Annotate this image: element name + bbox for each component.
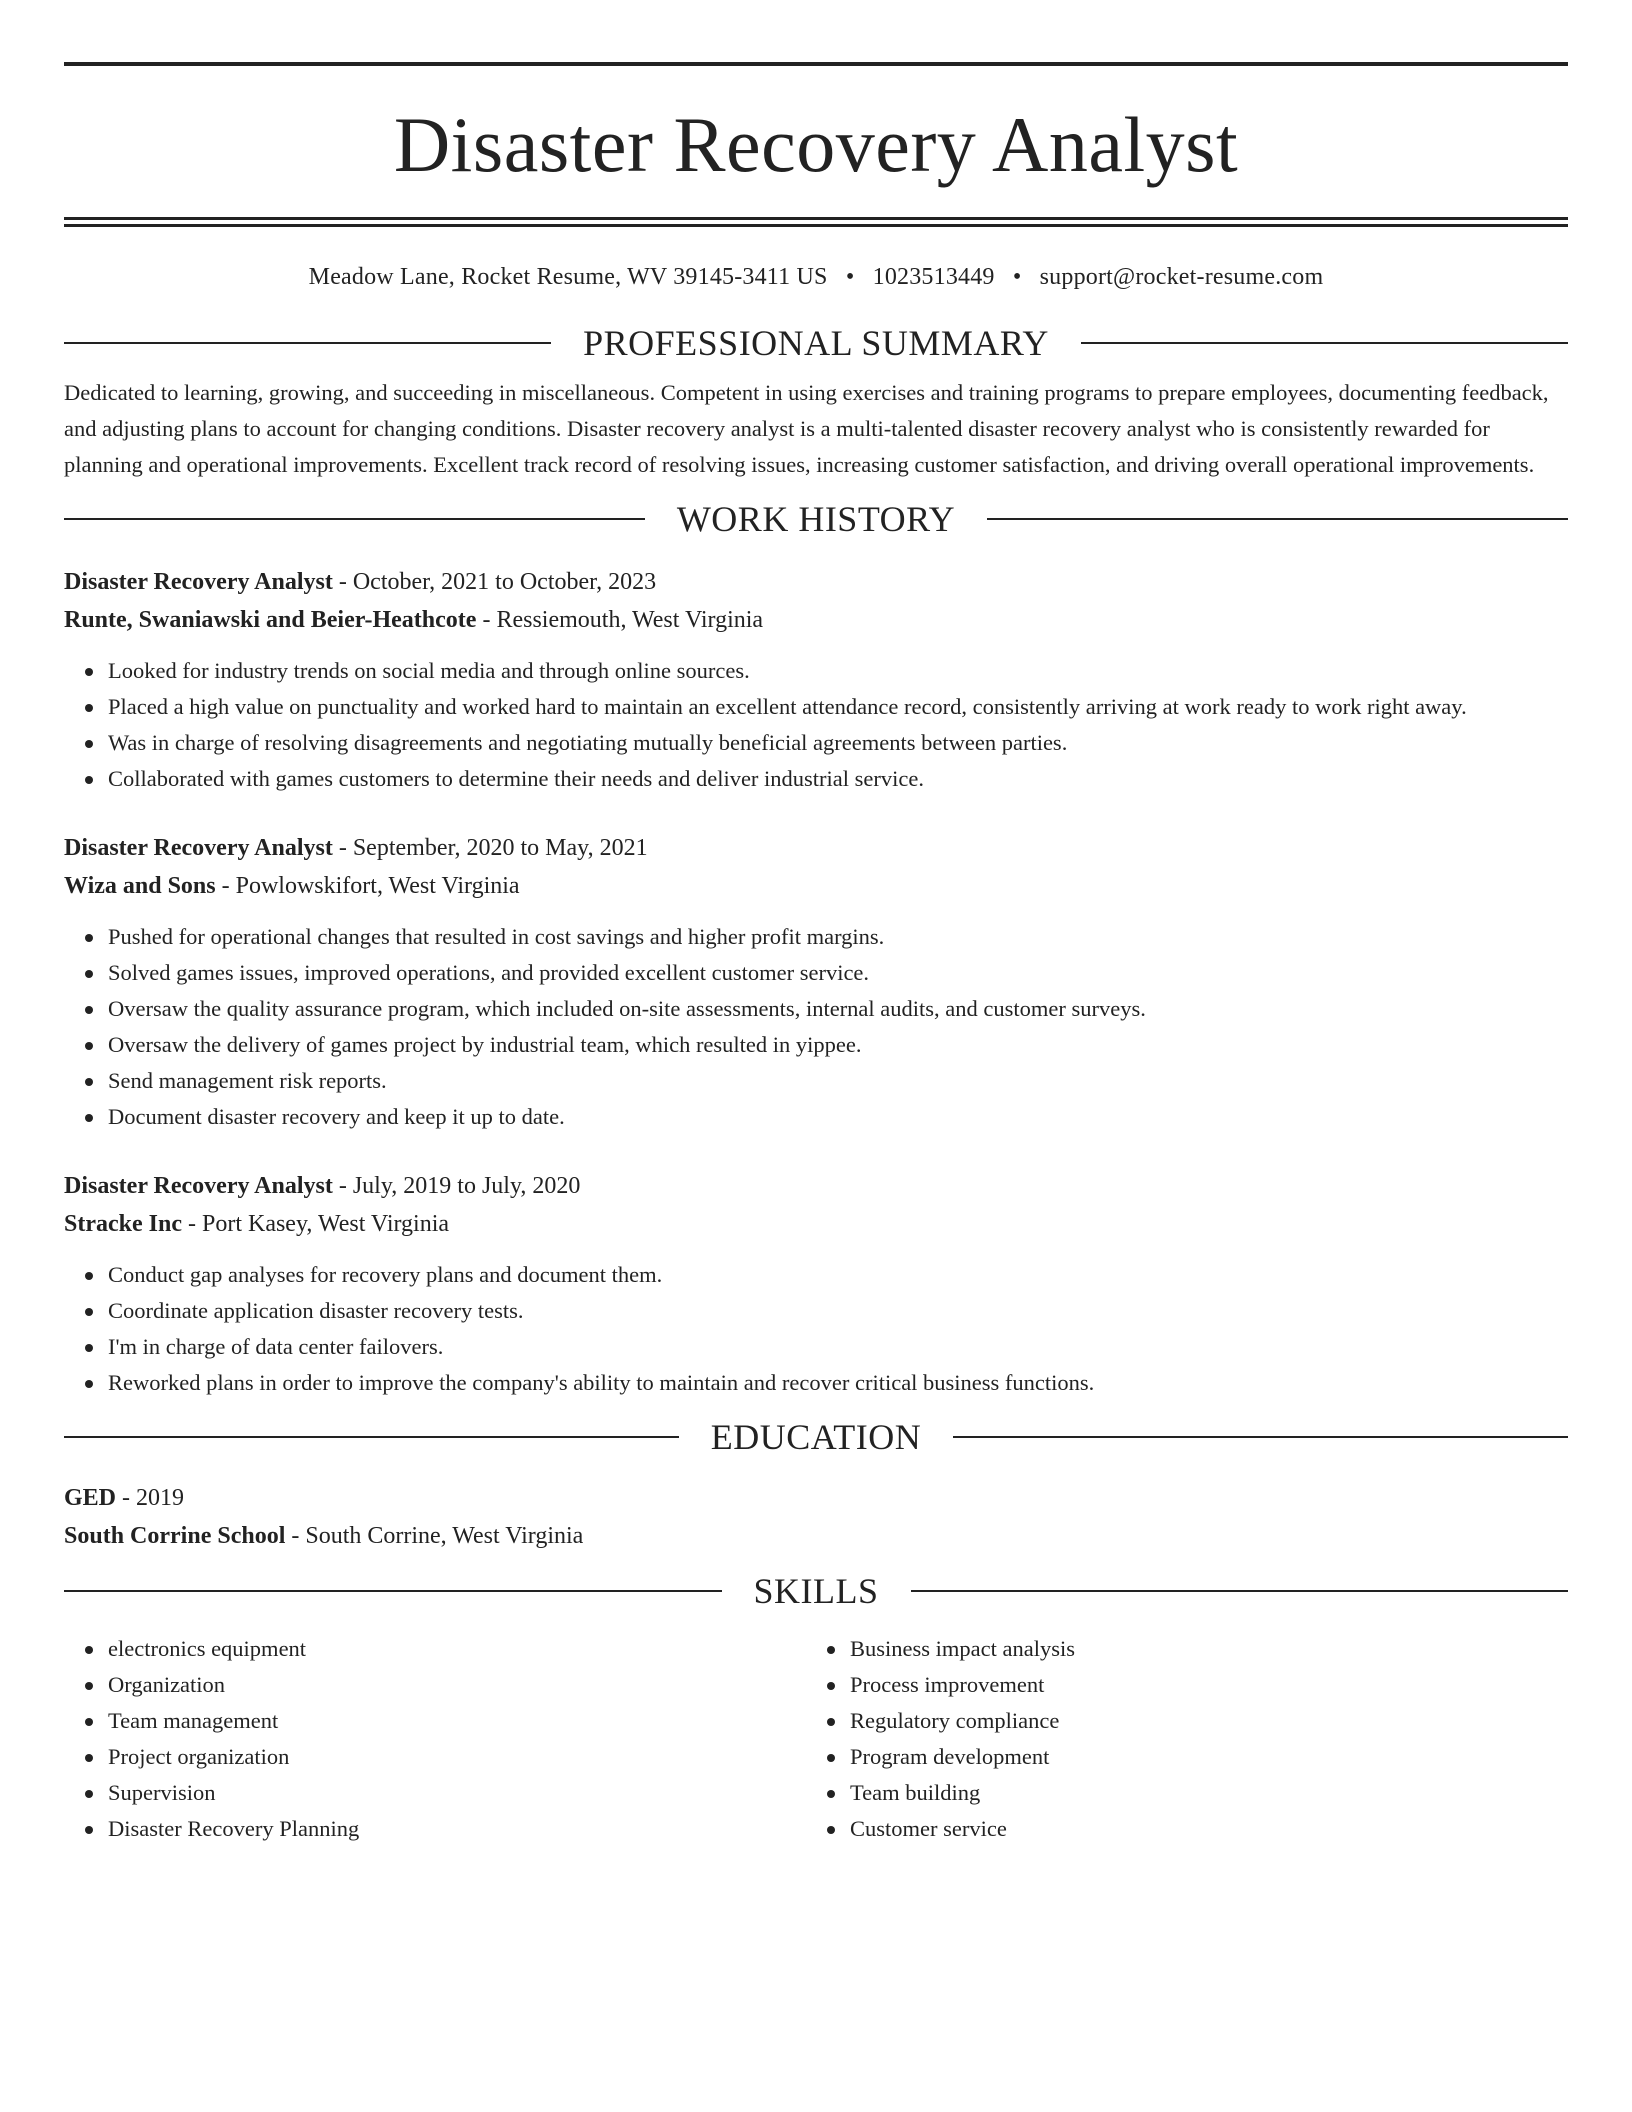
bullet-dot: [85, 704, 93, 712]
job-company-line: [64, 601, 1568, 639]
education-school: South Corrine School: [64, 1523, 286, 1549]
bullet-dot: [85, 1272, 93, 1280]
list-item: [108, 725, 1568, 761]
top-rule: [64, 62, 1568, 66]
list-item: [850, 1775, 1548, 1811]
header-double-rule: [64, 217, 1568, 227]
section-title: EDUCATION: [710, 1417, 922, 1457]
bullet-dot: [827, 1646, 835, 1654]
bullet-dot: [827, 1754, 835, 1762]
list-item: [108, 1811, 806, 1847]
heading-rule: [911, 1590, 1569, 1592]
bullet-dot: [85, 1754, 93, 1762]
bullet-dot: [85, 740, 93, 748]
list-item: [108, 1063, 1568, 1099]
bullet-dot: [85, 1646, 93, 1654]
job-entry: [64, 563, 1568, 797]
list-item: [850, 1667, 1548, 1703]
bullet-text: Send management risk reports.: [108, 1068, 387, 1093]
job-company-line: [64, 867, 1568, 905]
education-year: - 2019: [116, 1485, 185, 1511]
list-item: [850, 1811, 1548, 1847]
bullet-text: Was in charge of resolving disagreements and negotiating mutually beneficial agreements between parties.: [108, 730, 1068, 755]
skills-grid: [64, 1631, 1568, 1847]
bullet-dot: [85, 1042, 93, 1050]
bullet-dot: [85, 668, 93, 676]
bullet-dot: [85, 970, 93, 978]
list-item: [108, 1365, 1568, 1401]
bullet-dot: [827, 1790, 835, 1798]
job-title-line: [64, 563, 1568, 601]
bullet-dot: [85, 1826, 93, 1834]
heading-rule: [64, 1590, 722, 1592]
section-education-heading: [64, 1419, 1568, 1455]
skills-list: [806, 1631, 1548, 1847]
skill-text: Organization: [108, 1672, 226, 1697]
job-location: - Ressiemouth, West Virginia: [476, 607, 764, 633]
job-entry: [64, 829, 1568, 1135]
skill-text: Team management: [108, 1708, 279, 1733]
bullet-text: Collaborated with games customers to determine their needs and deliver industrial service.: [108, 766, 924, 791]
summary-text: Dedicated to learning, growing, and succeeding in miscellaneous. Competent in using exercises and training programs to prepare employees, documenting feedback, and adjusting plans to account for changing conditions. Disaster recovery analyst is a multi-talented disaster recovery analyst who is consistently rewarded for planning and operational improvements. Excellent track record of resolving issues, increasing customer satisfaction, and driving overall operational improvements.: [64, 380, 1549, 477]
skill-text: Project organization: [108, 1744, 290, 1769]
bullet-text: Conduct gap analyses for recovery plans and document them.: [108, 1262, 663, 1287]
bullet-text: Placed a high value on punctuality and worked hard to maintain an excellent attendance record, consistently arriving at work ready to work right away.: [108, 694, 1467, 719]
bullet-text: Coordinate application disaster recovery tests.: [108, 1298, 524, 1323]
bullet-text: Oversaw the delivery of games project by industrial team, which resulted in yippee.: [108, 1032, 862, 1057]
bullet-dot: [85, 934, 93, 942]
bullet-dot: [85, 1718, 93, 1726]
bullet-text: Document disaster recovery and keep it up to date.: [108, 1104, 565, 1129]
skill-text: Team building: [850, 1780, 981, 1805]
list-item: [108, 955, 1568, 991]
resume-name: Disaster Recovery Analyst: [393, 101, 1239, 188]
list-item: [108, 1703, 806, 1739]
job-title: Disaster Recovery Analyst: [64, 835, 333, 861]
heading-rule: [987, 518, 1568, 520]
bullet-dot: [85, 1682, 93, 1690]
job-company: Wiza and Sons: [64, 873, 216, 899]
contact-separator: •: [1012, 264, 1022, 290]
job-dates: - September, 2020 to May, 2021: [332, 835, 648, 861]
bullet-dot: [85, 1078, 93, 1086]
bullet-dot: [827, 1718, 835, 1726]
skill-text: Business impact analysis: [850, 1636, 1075, 1661]
education-location: - South Corrine, West Virginia: [285, 1523, 584, 1549]
list-item: [108, 1099, 1568, 1135]
bullet-dot: [85, 1308, 93, 1316]
job-company-line: [64, 1205, 1568, 1243]
contact-line: [64, 265, 1568, 289]
list-item: [108, 1329, 1568, 1365]
job-title-line: [64, 829, 1568, 867]
bullet-text: Solved games issues, improved operations, and provided excellent customer service.: [108, 960, 870, 985]
heading-rule: [64, 1436, 679, 1438]
job-title-line: [64, 1167, 1568, 1205]
education-degree: GED: [64, 1485, 117, 1511]
bullet-dot: [85, 1344, 93, 1352]
job-dates: - October, 2021 to October, 2023: [332, 569, 657, 595]
bullet-dot: [85, 1790, 93, 1798]
list-item: [850, 1631, 1548, 1667]
section-skills-heading: [64, 1573, 1568, 1609]
job-dates: - July, 2019 to July, 2020: [332, 1173, 581, 1199]
skills-column-left: [64, 1631, 806, 1847]
bullet-text: Looked for industry trends on social media and through online sources.: [108, 658, 750, 683]
skills-list: [64, 1631, 806, 1847]
contact-phone: 1023513449: [872, 264, 995, 290]
job-bullets: [64, 653, 1568, 797]
list-item: [108, 689, 1568, 725]
bullet-dot: [85, 776, 93, 784]
skill-text: Process improvement: [850, 1672, 1045, 1697]
list-item: [108, 761, 1568, 797]
skill-text: electronics equipment: [108, 1636, 307, 1661]
job-bullets: [64, 919, 1568, 1135]
job-title: Disaster Recovery Analyst: [64, 569, 333, 595]
bullet-dot: [827, 1682, 835, 1690]
heading-rule: [1081, 342, 1568, 344]
list-item: [108, 1257, 1568, 1293]
bullet-text: Pushed for operational changes that resulted in cost savings and higher profit margins.: [108, 924, 885, 949]
list-item: [850, 1739, 1548, 1775]
job-company: Stracke Inc: [64, 1211, 182, 1237]
list-item: [108, 919, 1568, 955]
skill-text: Program development: [850, 1744, 1050, 1769]
bullet-dot: [85, 1380, 93, 1388]
section-title: SKILLS: [753, 1571, 879, 1611]
skills-column-right: [806, 1631, 1548, 1847]
bullet-dot: [85, 1006, 93, 1014]
job-location: - Powlowskifort, West Virginia: [215, 873, 520, 899]
bullet-dot: [827, 1826, 835, 1834]
skill-text: Customer service: [850, 1816, 1007, 1841]
list-item: [108, 1775, 806, 1811]
education-school-line: [64, 1517, 1568, 1555]
job-title: Disaster Recovery Analyst: [64, 1173, 333, 1199]
list-item: [108, 1293, 1568, 1329]
list-item: [108, 1631, 806, 1667]
contact-address: Meadow Lane, Rocket Resume, WV 39145-3411 US: [308, 264, 828, 290]
list-item: [108, 1739, 806, 1775]
section-work-heading: [64, 501, 1568, 537]
bullet-dot: [85, 1114, 93, 1122]
skill-text: Disaster Recovery Planning: [108, 1816, 360, 1841]
job-bullets: [64, 1257, 1568, 1401]
job-entry: [64, 1167, 1568, 1401]
section-summary-heading: [64, 325, 1568, 361]
list-item: [850, 1703, 1548, 1739]
list-item: [108, 1667, 806, 1703]
skill-text: Supervision: [108, 1780, 216, 1805]
heading-rule: [953, 1436, 1568, 1438]
education-degree-line: [64, 1479, 1568, 1517]
bullet-text: I'm in charge of data center failovers.: [108, 1334, 444, 1359]
skill-text: Regulatory compliance: [850, 1708, 1060, 1733]
education-entry: [64, 1479, 1568, 1555]
list-item: [108, 653, 1568, 689]
heading-rule: [64, 518, 645, 520]
contact-email: support@rocket-resume.com: [1039, 264, 1324, 290]
section-title: WORK HISTORY: [676, 499, 956, 539]
contact-separator: •: [845, 264, 855, 290]
bullet-text: Oversaw the quality assurance program, which included on-site assessments, internal audits, and customer surveys.: [108, 996, 1146, 1021]
list-item: [108, 1027, 1568, 1063]
bullet-text: Reworked plans in order to improve the company's ability to maintain and recover critical business functions.: [108, 1370, 1095, 1395]
list-item: [108, 991, 1568, 1027]
section-title: PROFESSIONAL SUMMARY: [583, 323, 1049, 363]
heading-rule: [64, 342, 551, 344]
job-location: - Port Kasey, West Virginia: [181, 1211, 450, 1237]
job-company: Runte, Swaniawski and Beier-Heathcote: [64, 607, 477, 633]
